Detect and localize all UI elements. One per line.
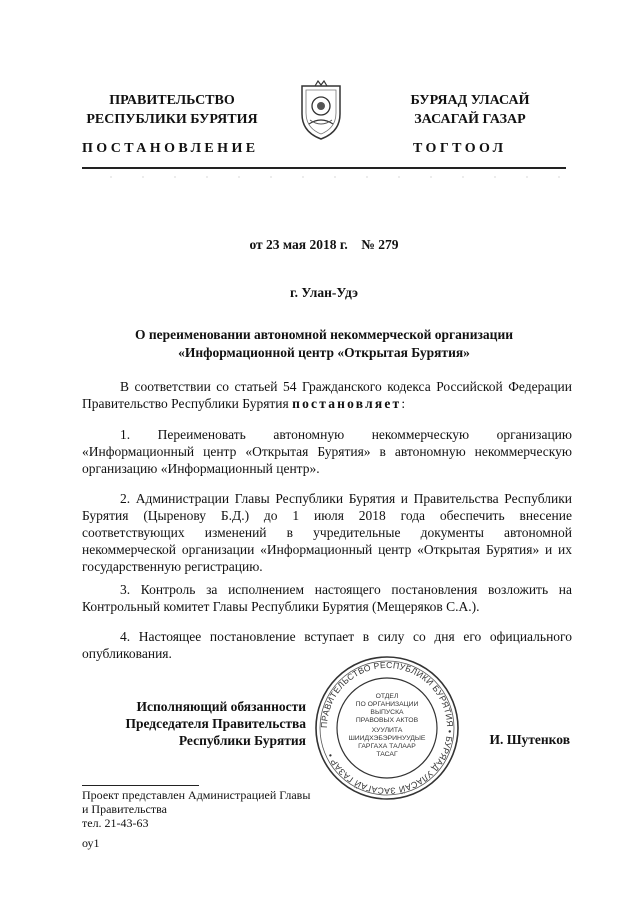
intro-text: В соответствии со статьей 54 Гражданского кодекса Российской Федерации Правительство Республики Бурятия <box>82 379 572 411</box>
stamp-line: ПО ОРГАНИЗАЦИИ <box>355 701 419 708</box>
header-dotted-line <box>82 175 566 179</box>
header-right-line2: ЗАСАГАЙ ГАЗАР <box>414 112 526 127</box>
item-2: 2. Администрации Главы Республики Бурятия и Правительства Республики Бурятия (Цыренову Б.Д.) до 1 июля 2018 года обеспечить внесение соответствующих изменений в учредительные документы автономной некоммерческой организации «Информационный центр «Открытая Бурятия» и их государственную регистрацию. <box>82 491 572 574</box>
title-line2: «Информационной центр «Открытая Бурятия» <box>178 345 470 360</box>
intro-paragraph <box>82 378 572 412</box>
title-line1: О переименовании автономной некоммерческой организации <box>135 327 513 342</box>
footer-note <box>82 788 310 830</box>
footer-line2: и Правительства <box>82 802 167 816</box>
footer-rule <box>82 785 199 786</box>
doc-type-right: ТОГТООЛ <box>413 141 507 156</box>
header-left-line2: РЕСПУБЛИКИ БУРЯТИЯ <box>86 112 258 127</box>
stamp-outer-text: ПРАВИТЕЛЬСТВО РЕСПУБЛИКИ БУРЯТИЯ • БУРЯАД УЛАСАЙ ЗАСАГАЙ ГАЗАР • <box>318 659 456 797</box>
document-code: оу1 <box>82 836 100 850</box>
stamp-line: ПРАВОВЫХ АКТОВ <box>355 717 419 724</box>
city: г. Улан-Удэ <box>290 285 358 300</box>
header-rule <box>82 167 566 169</box>
document-title <box>82 326 566 362</box>
header-left <box>82 91 262 129</box>
stamp-line: ТАСАГ <box>376 751 398 758</box>
item-3: 3. Контроль за исполнением настоящего постановления возложить на Контрольный комитет Главы Республики Бурятия (Мещеряков С.А.). <box>82 582 572 614</box>
footer-line1: Проект представлен Администрацией Главы <box>82 788 311 802</box>
official-stamp <box>313 654 461 802</box>
intro-end: : <box>401 396 406 411</box>
coat-of-arms-icon <box>296 80 346 142</box>
stamp-line: ХУУЛИТА <box>371 727 403 734</box>
item-4: 4. Настоящее постановление вступает в силу со дня его официального опубликования. <box>82 629 572 661</box>
signatory-title-line2: Председателя Правительства <box>125 716 306 731</box>
signatory-name: И. Шутенков <box>489 732 570 747</box>
date-number: от 23 мая 2018 г. № 279 <box>249 237 399 252</box>
decree-word: постановляет <box>292 396 402 411</box>
stamp-line: ОТДЕЛ <box>375 693 399 700</box>
header-right-line1: БУРЯАД УЛАСАЙ <box>410 93 530 108</box>
stamp-line: ВЫПУСКА <box>370 709 404 716</box>
item-1: 1. Переименовать автономную некоммерческую организацию «Информационный центр «Открытая Бурятия» в автономную некоммерческую организацию «Информационный центр». <box>82 427 572 476</box>
signatory-title-line3: Республики Бурятия <box>178 733 306 748</box>
signatory-title-line1: Исполняющий обязанности <box>136 699 306 714</box>
stamp-line: ШИИДХЭБЭРИНУУДЫЕ <box>348 735 426 742</box>
footer-phone: тел. 21-43-63 <box>82 816 149 830</box>
header-right <box>380 91 560 129</box>
header-left-line1: ПРАВИТЕЛЬСТВО <box>109 93 235 108</box>
signatory-title <box>86 698 306 749</box>
stamp-line: ГАРГАХА ТАЛААР <box>358 743 416 750</box>
doc-type-left: ПОСТАНОВЛЕНИЕ <box>82 141 259 156</box>
